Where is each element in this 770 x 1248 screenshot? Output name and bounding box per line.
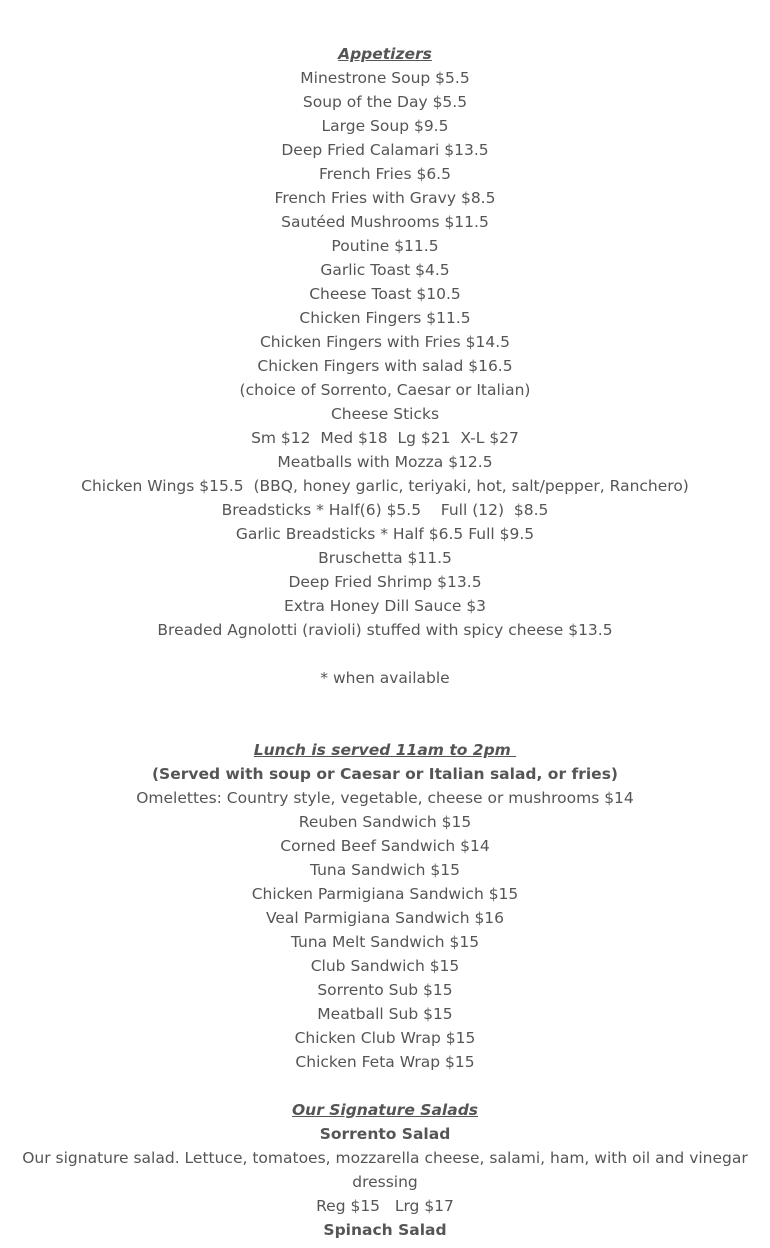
menu-item: Sorrento Sub $15 — [317, 981, 453, 999]
menu-item: Deep Fried Calamari $13.5 — [281, 141, 489, 159]
menu-item: Chicken Club Wrap $15 — [294, 1029, 476, 1047]
menu-item: Large Soup $9.5 — [321, 117, 449, 135]
spacer — [20, 642, 750, 666]
menu-item: Chicken Feta Wrap $15 — [295, 1053, 475, 1071]
menu-item: Chicken Fingers with salad $16.5 — [257, 357, 513, 375]
menu-item: French Fries with Gravy $8.5 — [274, 189, 496, 207]
sorrento-salad-price: Reg $15 Lrg $17 — [316, 1197, 454, 1215]
menu-document — [20, 42, 750, 1242]
menu-item: French Fries $6.5 — [319, 165, 451, 183]
menu-item: Corned Beef Sandwich $14 — [280, 837, 490, 855]
menu-item: Soup of the Day $5.5 — [302, 93, 468, 111]
menu-item: Cheese Sticks — [330, 405, 440, 423]
menu-item: Sautéed Mushrooms $11.5 — [281, 213, 489, 231]
menu-item: Omelettes: Country style, vegetable, cheese or mushrooms $14 — [136, 789, 634, 807]
spacer — [20, 690, 750, 738]
menu-item: Chicken Fingers with Fries $14.5 — [259, 333, 511, 351]
menu-item: Reuben Sandwich $15 — [298, 813, 472, 831]
sorrento-salad-description: Our signature salad. Lettuce, tomatoes, mozzarella cheese, salami, ham, with oil and vinegar dressing — [22, 1149, 748, 1191]
menu-item: Tuna Melt Sandwich $15 — [290, 933, 480, 951]
lunch-list — [20, 786, 750, 1074]
menu-item: Bruschetta $11.5 — [318, 549, 452, 567]
menu-item: Meatballs with Mozza $12.5 — [277, 453, 493, 471]
menu-item: Extra Honey Dill Sauce $3 — [283, 597, 487, 615]
menu-item-note: (choice of Sorrento, Caesar or Italian) — [239, 381, 531, 399]
menu-item: Chicken Parmigiana Sandwich $15 — [251, 885, 519, 903]
menu-item: Garlic Toast $4.5 — [320, 261, 450, 279]
menu-item: Cheese Toast $10.5 — [309, 285, 461, 303]
menu-item: Breadsticks * Half(6) $5.5 Full (12) $8.5 — [221, 501, 549, 519]
appetizers-heading: Appetizers — [338, 45, 432, 63]
spacer — [20, 1074, 750, 1098]
menu-item: Garlic Breadsticks * Half $6.5 Full $9.5 — [235, 525, 535, 543]
availability-note: * when available — [320, 669, 450, 687]
menu-item-sizes: Sm $12 Med $18 Lg $21 X-L $27 — [251, 429, 519, 447]
menu-item: Breaded Agnolotti (ravioli) stuffed with spicy cheese $13.5 — [157, 621, 613, 639]
menu-item: Minestrone Soup $5.5 — [300, 69, 470, 87]
appetizers-list — [20, 66, 750, 642]
menu-item: Chicken Wings $15.5 (BBQ, honey garlic, teriyaki, hot, salt/pepper, Ranchero) — [81, 477, 689, 495]
menu-item: Deep Fried Shrimp $13.5 — [288, 573, 482, 591]
menu-item: Club Sandwich $15 — [310, 957, 460, 975]
sorrento-salad-name: Sorrento Salad — [319, 1125, 451, 1143]
menu-item: Tuna Sandwich $15 — [309, 861, 461, 879]
menu-item: Chicken Fingers $11.5 — [299, 309, 471, 327]
menu-item: Poutine $11.5 — [331, 237, 439, 255]
lunch-heading: Lunch is served 11am to 2pm — [253, 741, 517, 759]
spinach-salad-name: Spinach Salad — [323, 1221, 447, 1239]
menu-item: Meatball Sub $15 — [317, 1005, 453, 1023]
menu-item: Veal Parmigiana Sandwich $16 — [265, 909, 505, 927]
lunch-subtitle: (Served with soup or Caesar or Italian salad, or fries) — [151, 765, 619, 783]
salads-heading: Our Signature Salads — [291, 1101, 479, 1119]
